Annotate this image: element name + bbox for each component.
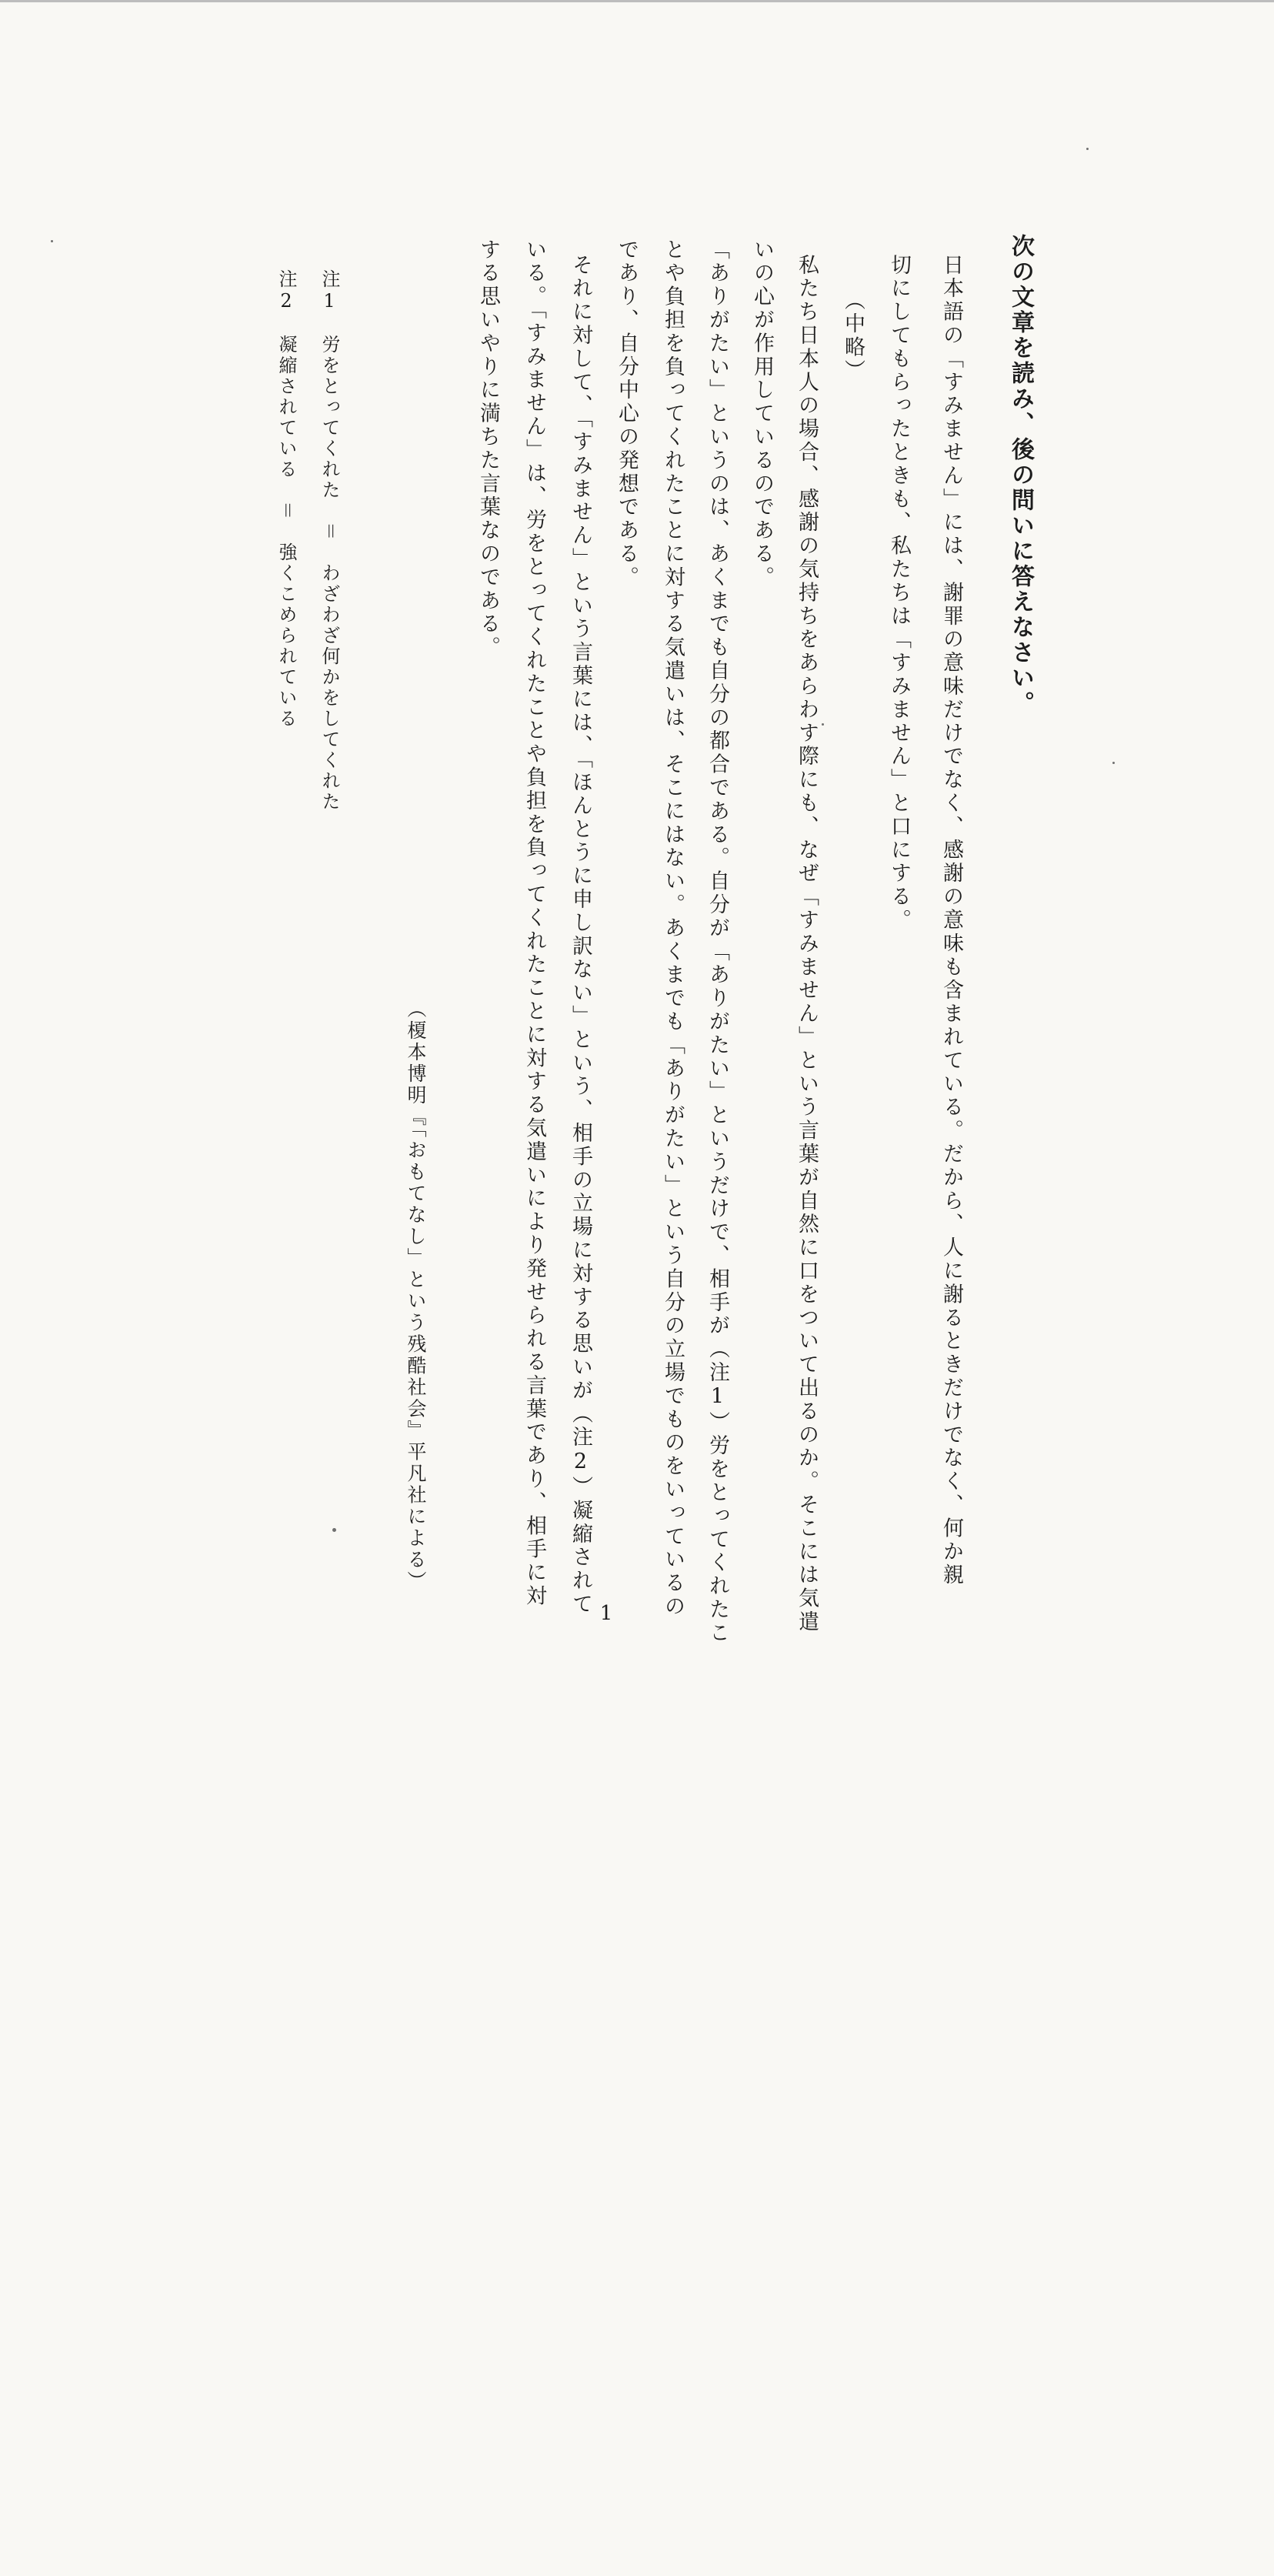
- body-line-9: いる。「すみません」は、労をとってくれたことや負担を負ってくれたことに対する気遣いにより発せられる言葉であり、相手に対: [522, 239, 546, 1609]
- page-number: 1: [599, 1602, 613, 1625]
- body-line-6: とや負担を負ってくれたことに対する気遣いは、そこにはない。あくまでも「ありがたい」という自分の立場でものをいっているの: [661, 239, 685, 1619]
- body-line-3: 私たち日本人の場合、感謝の気持ちをあらわす際にも、なぜ「すみません」という言葉が自然に口をついて出るのか。そこには気遣: [795, 254, 819, 1634]
- scan-speck: [332, 1528, 336, 1532]
- scan-speck: [1086, 148, 1089, 150]
- scan-speck: [822, 723, 824, 726]
- scan-speck: [1112, 762, 1115, 764]
- body-line-5: 「ありがたい」というのは、あくまでも自分の都合である。自分が「ありがたい」というだけで、相手が（注1）労をとってくれたこ: [705, 239, 729, 1645]
- body-line-8: それに対して、「すみません」という言葉には、「ほんとうに申し訳ない」という、相手の立場に対する思いが（注2）凝縮されて: [569, 254, 592, 1617]
- source-citation: （榎本博明『「おもてなし」という残酷社会』平凡社による）: [405, 999, 427, 1593]
- question-title: 次の文章を読み、後の問いに答えなさい。: [1007, 234, 1034, 716]
- body-line-10: する思いやりに満ちた言葉なのである。: [476, 239, 500, 660]
- scan-speck: [51, 240, 53, 242]
- top-edge: [0, 0, 1274, 2]
- body-line-1: 日本語の「すみません」には、謝罪の意味だけでなく、感謝の意味も含まれている。だから、人に謝るときだけでなく、何か親: [939, 254, 963, 1587]
- footnote-2: 注2 凝縮されている ＝ 強くこめられている: [275, 269, 297, 729]
- omission-mark: （中略）: [841, 289, 865, 383]
- footnote-1: 注1 労をとってくれた ＝ わざわざ何かをしてくれた: [318, 269, 340, 813]
- body-line-7: であり、自分中心の発想である。: [615, 239, 639, 589]
- body-line-4: いの心が作用しているのである。: [750, 239, 774, 589]
- body-line-2: 切にしてもらったときも、私たちは「すみません」と口にする。: [887, 254, 911, 933]
